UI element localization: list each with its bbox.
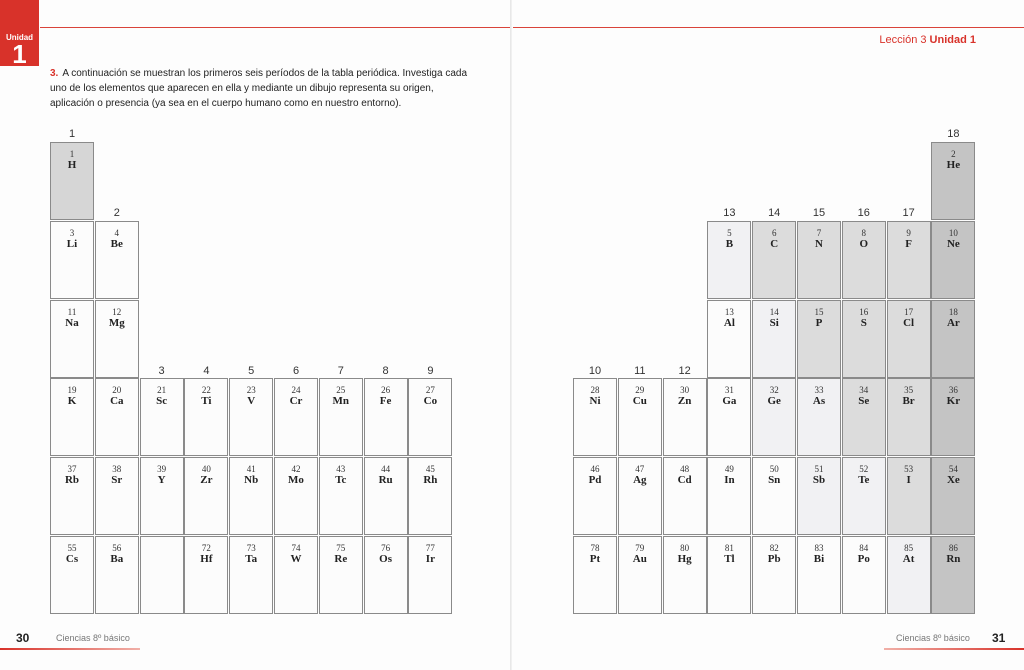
element-symbol: Cu	[632, 395, 647, 408]
element-cell-y	[140, 457, 184, 535]
atomic-number: 37	[67, 464, 77, 475]
atomic-number: 78	[590, 543, 600, 553]
element-cell-ag	[618, 457, 662, 535]
right-footer-text: Ciencias 8º básico	[896, 633, 970, 643]
atomic-number: 40	[201, 464, 211, 475]
atomic-number: 27	[425, 385, 435, 396]
element-symbol: Te	[858, 474, 870, 487]
group-label-4: 4	[203, 365, 210, 377]
element-symbol: Se	[858, 395, 870, 408]
atomic-number: 43	[336, 464, 346, 475]
element-symbol: Ag	[633, 474, 647, 487]
atomic-number: 19	[67, 385, 77, 396]
atomic-number: 39	[157, 464, 167, 475]
group-label-6: 6	[292, 365, 300, 377]
atomic-number: 85	[904, 543, 914, 553]
atomic-number: 28	[590, 385, 600, 396]
group-label-7: 7	[337, 365, 344, 377]
group-label-16: 16	[857, 207, 870, 219]
atomic-number: 77	[425, 543, 435, 553]
element-cell-ne	[931, 221, 975, 299]
element-cell-ru	[364, 457, 408, 535]
unit-number: 1	[12, 39, 27, 69]
atomic-number: 31	[724, 385, 734, 396]
element-symbol: Ar	[946, 316, 960, 329]
element-cell-sb	[797, 457, 841, 535]
atomic-number: 25	[336, 385, 346, 396]
element-symbol: W	[290, 553, 302, 565]
element-symbol: Os	[379, 553, 393, 565]
element-cell-ta	[229, 536, 273, 614]
element-symbol: Cd	[677, 474, 692, 487]
element-symbol: Cs	[65, 553, 79, 565]
atomic-number: 3	[69, 227, 75, 238]
element-cell-si	[752, 300, 796, 378]
element-cell-tc	[319, 457, 363, 535]
element-cell-sc	[140, 378, 184, 456]
element-cell-pb	[752, 536, 796, 614]
element-symbol: Sb	[812, 474, 826, 487]
element-cell-rn	[931, 536, 975, 614]
group-label-8: 8	[382, 365, 389, 377]
question-block	[50, 66, 470, 111]
element-cell-at	[887, 536, 931, 614]
group-label-13: 13	[723, 207, 736, 219]
element-cell-mo	[274, 457, 318, 535]
atomic-number: 46	[590, 464, 600, 475]
element-symbol: Ti	[201, 395, 212, 408]
atomic-number: 44	[381, 464, 391, 475]
element-cell-cl	[887, 300, 931, 378]
element-cell-pd	[573, 457, 617, 535]
element-symbol: Ni	[589, 395, 601, 408]
atomic-number: 12	[112, 306, 122, 317]
element-symbol: B	[725, 237, 734, 250]
atomic-number: 82	[769, 543, 779, 553]
element-symbol: Mg	[108, 316, 125, 329]
element-symbol: Ba	[110, 553, 124, 565]
group-label-18: 18	[947, 128, 960, 140]
atomic-number: 9	[906, 227, 911, 238]
atomic-number: 6	[771, 227, 777, 238]
atomic-number: 51	[814, 464, 824, 475]
element-symbol: Au	[632, 553, 647, 565]
element-cell-sn	[752, 457, 796, 535]
group-label-14: 14	[768, 207, 781, 219]
element-symbol: V	[247, 395, 256, 408]
element-cell-re	[319, 536, 363, 614]
left-page-number: 30	[16, 631, 30, 645]
element-cell-br	[887, 378, 931, 456]
element-symbol: Pt	[589, 553, 601, 565]
element-symbol: Sc	[156, 395, 168, 408]
element-symbol: Be	[110, 237, 123, 250]
atomic-number: 1	[69, 149, 75, 159]
atomic-number: 16	[859, 306, 869, 317]
atomic-number: 84	[859, 543, 869, 553]
atomic-number: 30	[680, 385, 690, 396]
element-cell-c	[752, 221, 796, 299]
group-label-15: 15	[812, 207, 826, 219]
element-symbol: Ta	[245, 553, 258, 565]
atomic-number: 79	[635, 543, 645, 553]
element-symbol: Cr	[289, 395, 303, 408]
element-symbol: P	[815, 316, 823, 329]
atomic-number: 14	[769, 306, 779, 317]
element-symbol: Xe	[946, 474, 960, 487]
element-symbol: K	[67, 395, 77, 408]
element-symbol: Nb	[244, 474, 259, 487]
element-cell-be	[95, 221, 139, 299]
atomic-number: 42	[291, 464, 301, 475]
element-symbol: In	[724, 474, 735, 487]
group-label-12: 12	[678, 365, 691, 377]
atomic-number: 54	[948, 464, 958, 475]
element-cell-ir	[408, 536, 452, 614]
element-symbol: Po	[857, 553, 870, 565]
element-symbol: Sr	[111, 474, 123, 487]
element-symbol: Ga	[722, 395, 737, 408]
element-symbol: Y	[157, 474, 166, 487]
element-symbol: Mo	[288, 474, 304, 487]
atomic-number: 24	[291, 385, 301, 396]
element-cell-n	[797, 221, 841, 299]
atomic-number: 20	[112, 385, 122, 396]
atomic-number: 7	[816, 227, 822, 238]
element-cell-i	[887, 457, 931, 535]
question-number: 3.	[50, 68, 59, 79]
page-fold	[510, 0, 512, 670]
element-cell-hf	[184, 536, 228, 614]
element-symbol: Ru	[378, 474, 393, 487]
element-symbol: Re	[334, 553, 348, 565]
element-cell-os	[364, 536, 408, 614]
element-symbol: Tc	[335, 474, 347, 487]
element-symbol: Si	[769, 316, 779, 329]
group-label-1: 1	[68, 128, 76, 140]
element-symbol: Mn	[332, 395, 350, 408]
element-symbol: Zr	[200, 474, 213, 487]
element-cell-xe	[931, 457, 975, 535]
element-symbol: F	[905, 237, 912, 250]
element-symbol: Pb	[767, 553, 781, 565]
element-cell-nb	[229, 457, 273, 535]
footer-rule-left	[0, 648, 140, 650]
group-label-10: 10	[588, 365, 602, 377]
atomic-number: 81	[724, 543, 734, 553]
element-symbol: Li	[66, 237, 78, 250]
element-cell-in	[707, 457, 751, 535]
element-symbol: Tl	[724, 553, 735, 565]
atomic-number: 52	[859, 464, 869, 475]
atomic-number: 73	[246, 543, 256, 553]
element-cell-as	[797, 378, 841, 456]
atomic-number: 21	[157, 385, 167, 396]
group-label-11: 11	[634, 365, 646, 377]
element-cell-ba	[95, 536, 139, 614]
element-cell-al	[707, 300, 751, 378]
element-cell-te	[842, 457, 886, 535]
atomic-number: 45	[425, 464, 435, 475]
element-cell-li	[50, 221, 94, 299]
element-cell-f	[887, 221, 931, 299]
element-symbol: Fe	[379, 395, 392, 408]
element-cell-ni	[573, 378, 617, 456]
atomic-number: 86	[948, 543, 958, 553]
atomic-number: 38	[112, 464, 122, 475]
element-symbol: O	[859, 237, 869, 250]
element-symbol: Ge	[767, 395, 781, 408]
element-cell-hg	[663, 536, 707, 614]
atomic-number: 50	[769, 464, 779, 475]
element-cell-co	[408, 378, 452, 456]
group-label-2: 2	[113, 207, 120, 219]
atomic-number: 41	[246, 464, 256, 475]
atomic-number: 48	[680, 464, 690, 475]
atomic-number: 36	[948, 385, 958, 396]
element-cell-mg	[95, 300, 139, 378]
element-symbol: Hg	[677, 553, 692, 565]
element-cell-cr	[274, 378, 318, 456]
element-symbol: Cl	[903, 316, 915, 329]
lesson-unit: Unidad 1	[929, 34, 976, 46]
element-symbol: Al	[723, 316, 735, 329]
atomic-number: 75	[336, 543, 346, 553]
element-symbol: Ca	[110, 395, 124, 408]
atomic-number: 11	[67, 306, 77, 317]
element-cell-cs	[50, 536, 94, 614]
element-symbol: Na	[65, 316, 79, 329]
atomic-number: 47	[635, 464, 645, 475]
element-cell-zn	[663, 378, 707, 456]
element-cell-empty	[140, 536, 184, 614]
element-cell-se	[842, 378, 886, 456]
element-cell-fe	[364, 378, 408, 456]
element-cell-cd	[663, 457, 707, 535]
question-text: A continuación se muestran los primeros seis períodos de la tabla periódica. Investiga cada uno de los elementos que aparecen en ella y mediante un dibujo representa su origen, aplicación o presencia (ya sea en el cuerpo humano como en nuestro entorno).	[50, 68, 468, 109]
element-cell-sr	[95, 457, 139, 535]
atomic-number: 35	[904, 385, 914, 396]
element-symbol: S	[860, 316, 867, 329]
atomic-number: 29	[635, 385, 645, 396]
element-symbol: As	[812, 395, 826, 408]
element-cell-na	[50, 300, 94, 378]
element-symbol: I	[906, 474, 911, 487]
element-cell-w	[274, 536, 318, 614]
element-cell-h	[50, 142, 94, 220]
element-symbol: Kr	[946, 395, 961, 408]
atomic-number: 2	[951, 149, 956, 159]
element-cell-zr	[184, 457, 228, 535]
element-symbol: Rb	[64, 474, 80, 487]
element-cell-mn	[319, 378, 363, 456]
element-cell-b	[707, 221, 751, 299]
unit-label: Unidad	[5, 33, 34, 42]
element-symbol: Hf	[200, 553, 213, 565]
element-cell-he	[931, 142, 975, 220]
element-cell-po	[842, 536, 886, 614]
element-symbol: Ir	[425, 553, 435, 565]
element-cell-tl	[707, 536, 751, 614]
element-cell-bi	[797, 536, 841, 614]
atomic-number: 83	[814, 543, 824, 553]
element-symbol: Rn	[946, 553, 961, 565]
element-cell-ga	[707, 378, 751, 456]
atomic-number: 8	[861, 227, 867, 238]
element-cell-k	[50, 378, 94, 456]
group-label-3: 3	[158, 365, 165, 377]
right-page-number: 31	[992, 631, 1006, 645]
atomic-number: 10	[948, 227, 958, 238]
unit-badge	[0, 0, 39, 69]
atomic-number: 5	[727, 227, 732, 238]
element-cell-ca	[95, 378, 139, 456]
footer-rule-right	[884, 648, 1024, 650]
element-symbol: Co	[423, 395, 438, 408]
atomic-number: 22	[201, 385, 211, 396]
group-label-17: 17	[902, 207, 915, 219]
element-symbol: Ne	[946, 237, 960, 250]
element-cell-au	[618, 536, 662, 614]
atomic-number: 76	[381, 543, 391, 553]
element-symbol: At	[902, 553, 915, 565]
element-cell-pt	[573, 536, 617, 614]
atomic-number: 80	[680, 543, 690, 553]
element-cell-rb	[50, 457, 94, 535]
atomic-number: 72	[201, 543, 211, 553]
atomic-number: 18	[948, 306, 958, 317]
header-rule-right	[513, 27, 1024, 28]
element-symbol: Br	[902, 395, 915, 408]
atomic-number: 15	[814, 306, 824, 317]
element-cell-p	[797, 300, 841, 378]
element-cell-v	[229, 378, 273, 456]
atomic-number: 53	[904, 464, 914, 475]
element-symbol: He	[946, 159, 961, 171]
atomic-number: 13	[724, 306, 734, 317]
atomic-number: 26	[381, 385, 391, 396]
element-symbol: N	[815, 237, 823, 250]
element-symbol: C	[770, 237, 779, 250]
element-symbol: H	[67, 159, 77, 171]
element-cell-ge	[752, 378, 796, 456]
atomic-number: 33	[814, 385, 824, 396]
atomic-number: 55	[67, 543, 77, 553]
element-cell-rh	[408, 457, 452, 535]
element-cell-cu	[618, 378, 662, 456]
element-symbol: Bi	[813, 553, 825, 565]
atomic-number: 23	[246, 385, 256, 396]
lesson-prefix: Lección 3	[879, 34, 927, 46]
element-cell-kr	[931, 378, 975, 456]
atomic-number: 4	[114, 227, 120, 238]
element-symbol: Sn	[768, 474, 781, 487]
atomic-number: 56	[112, 543, 122, 553]
atomic-number: 74	[291, 543, 301, 553]
atomic-number: 34	[859, 385, 869, 396]
atomic-number: 49	[724, 464, 734, 475]
atomic-number: 32	[769, 385, 779, 396]
element-cell-s	[842, 300, 886, 378]
element-symbol: Rh	[423, 474, 438, 487]
element-cell-o	[842, 221, 886, 299]
element-symbol: Zn	[677, 395, 692, 408]
group-label-5: 5	[248, 365, 255, 377]
lesson-header	[879, 34, 976, 46]
left-footer-text: Ciencias 8º básico	[56, 633, 130, 643]
element-cell-ar	[931, 300, 975, 378]
element-cell-ti	[184, 378, 228, 456]
element-symbol: Pd	[588, 474, 602, 487]
group-label-9: 9	[427, 365, 434, 377]
header-rule-left	[40, 27, 510, 28]
atomic-number: 17	[904, 306, 914, 317]
